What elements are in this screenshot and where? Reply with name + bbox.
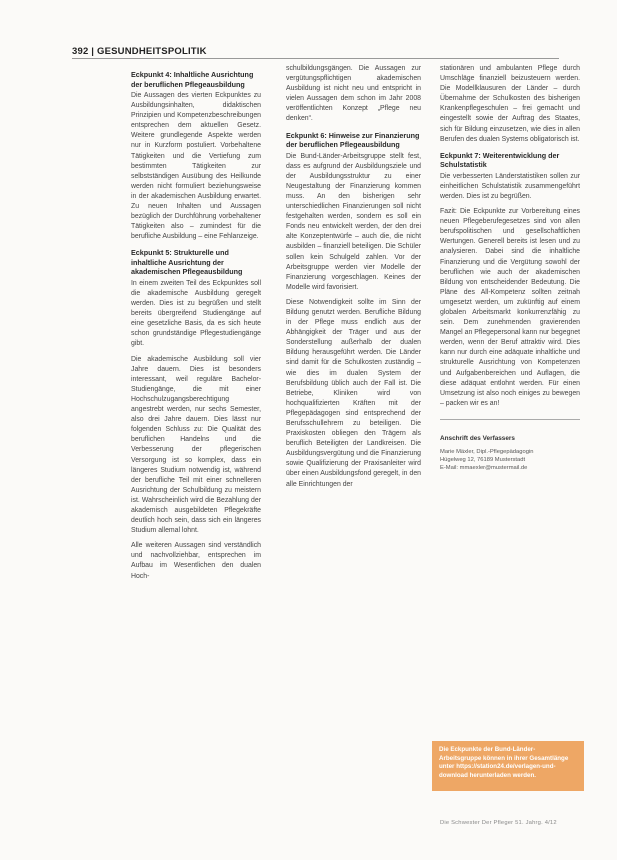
author-divider: [440, 419, 580, 420]
paragraph: Alle weiteren Aussagen sind verständlich und nachvollziehbar, entsprechen im Aufbau im Wesentlichen den dualen Hoch-: [131, 542, 261, 580]
page-number: 392: [72, 46, 89, 57]
header-rule: [72, 58, 559, 59]
paragraph: stationären und ambulanten Pflege durch Umschläge finanziell beizusteuern werden. Die Modellklausuren der Länder – durch Übernahme der Schulkosten des bisherigen Krankenpflegeschulen – frei gemacht und eingestellt sowie der Auftrag des Staates, sich für Bildung einzusetzen, wie dies in allen Berufen des dualen Systems obligatorisch ist.: [440, 65, 580, 143]
page-header: 392 | GESUNDHEITSPOLITIK: [72, 46, 207, 57]
paragraph: In einem zweiten Teil des Eckpunktes soll die akademische Ausbildung geregelt werden. Dies ist zu begrüßen und stellt bereits übergreifend Studiengänge auf eine gesetzliche Basis, da es sich heute schon grundständige Pflegestudiengänge gibt.: [131, 279, 261, 348]
paragraph: Die Aussagen des vierten Eckpunktes zu Ausbildungsinhalten, didaktischen Prinzipien und Kompetenzbeschreibungen entsprechen dem aktuellen Gesetz. Weitere grundlegende Aspekte werden nur in Kurzform postuliert. Vorbehaltene Tätigkeiten und die Vertiefung zum bestimmten Tätigkeiten zur selbstständigen Ausübung des Heilkunde werden nicht formuliert beziehungsweise in der akademischen Ausbildung erwartet. Zu neuen Inhalten und Aussagen bezüglich der Durchführung vorbehaltener Tätigkeiten also – zumindest für die berufliche Ausbildung – eine Fehlanzeige.: [131, 92, 261, 241]
paragraph: Die verbesserten Länderstatistiken sollen zur einheitlichen Schulstatistik zusammengeführt werden. Dies ist zu begrüßen.: [440, 172, 580, 200]
author-address: Hügelweg 12, 76189 Musterstadt: [440, 457, 526, 463]
author-email: E-Mail: mmaexler@mustermail.de: [440, 465, 528, 471]
column-right: [440, 64, 580, 472]
heading-eckpunkt-5: Eckpunkt 5: Strukturelle und inhaltliche Ausrichtung der akademischen Pflegeausbildung: [131, 248, 243, 277]
paragraph-fazit: Fazit: Die Eckpunkte zur Vorbereitung eines neuen Pflegeberufegesetzes sind von allen berufspolitischen und gesellschaftlichen Wertungen. Generell bereits ist lesen und zu analysieren. Dabei sind die inhaltliche Finanzierung und die Vergütung sowohl der beruflichen wie auch der akademischen Bildung von entscheidender Bedeutung. Die Pläne des All-Kompetenz sollten zeitnah umgesetzt werden, um zukünftig auf einem globalen Arbeitsmarkt konkurrenzfähig zu sein. Dem zunehmenden gravierenden Mangel an Pflegepersonal kann nur begegnet werden, wenn der Beruf attraktiv wird. Dies kann nur durch eine adäquate inhaltliche und strukturelle Ausrichtung von Kompetenzen und Aufgabenbereichen und Auflagen, die diese adäquat entlohnt werden. Für einen Umsetzung ist also noch einiges zu bewegen – packen wir es an!: [440, 208, 580, 407]
author-name: Marie Mäxler, Dipl.-Pflegepädagogin: [440, 449, 534, 455]
author-block: [440, 434, 580, 472]
heading-eckpunkt-4: Eckpunkt 4: Inhaltliche Ausrichtung der beruflichen Pflegeausbildung: [131, 70, 254, 89]
paragraph: Die akademische Ausbildung soll vier Jahre dauern. Dies ist besonders interessant, weil reguläre Bachelor-Studiengänge, die mit einer Hochschulzugangsberechtigung angestrebt werden, nur sechs Semester, also drei Jahre dauern. Dies lässt nur folgenden Schluss zu: Die Qualität des beruflichen Handelns und die Verbesserung der pflegerischen Versorgung ist so komplex, dass ein längeres Studium notwendig ist, während der berufliche Teil mit einer schnelleren Ausrichtung der Schulbildung zu meistern ist. Wahrscheinlich wird die Bezahlung der akademisch ausgebildeten Pflegekräfte deutlich hoch sein, dass sich ein längeres Studium allemal lohnt.: [131, 355, 261, 535]
paragraph: schulbildungsgängen. Die Aussagen zur vergütungspflichtigen akademischen Ausbildung ist nicht neu und entspricht in vielen Aussagen dem schon im Jahr 2008 veröffentlichten Konzept „Pflege neu denken“.: [286, 65, 421, 123]
author-heading: Anschrift des Verfassers: [440, 434, 515, 442]
paragraph: Diese Notwendigkeit sollte im Sinn der Bildung genutzt werden. Berufliche Bildung in der Pflege muss endlich aus der Abhängigkeit der Träger und aus der Sonderstellung außerhalb der dualen Bildung herausgeführt werden. Die Länder sind damit für die Schulkosten zuständig – wie dies im dualen System der Berufsbildung üblich auch der Fall ist. Die Betriebe, Kliniken wird von hochqualifizierten Kräften mit der Pflegepädagogen sind entsprechend der Berufsschullehrern zu beteiligen. Die Praxiskosten obliegen den Trägern als beruflich Beteiligten der Landkreisen. Die Ausbildungsvergütung und die Finanzierung sowie Qualifizierung der Praxisanleiter wird über einen Ausbildungsfond geregelt, in den alle Einrichtungen der: [286, 298, 421, 488]
heading-eckpunkt-6: Eckpunkt 6: Hinweise zur Finanzierung der beruflichen Pflegeausbildung: [286, 130, 420, 150]
paragraph: Die Bund-Länder-Arbeitsgruppe stellt fest, dass es aufgrund der Ausbildungsziele und der Ausbildungsstruktur zu einer Neugestaltung der Finanzierung kommen muss. An den bisherigen sehr unterschiedlichen Finanzierungen soll nicht festgehalten werden, sondern es soll ein Fonds neu entwickelt werden, der den drei alte Konzeptentwürfe – auch die, die nicht ausbilden – finanziell beteiligen. Die Schüler sollen kein Schulgeld zahlen. Vor der Arbeitsgruppe werden vier Modelle der Finanzierung vorgeschlagen. Keines der Modelle wird favorisiert.: [286, 152, 421, 291]
column-middle: [286, 64, 421, 495]
section-title: GESUNDHEITSPOLITIK: [97, 46, 207, 57]
column-left: [131, 70, 261, 587]
page-footer: Die Schwester Der Pfleger 51. Jahrg. 4/12: [440, 820, 557, 826]
download-info-box: Die Eckpunkte der Bund-Länder-Arbeitsgruppe können in ihrer Gesamtlänge unter https://station24.de/verlagen-und-download herunterladen werden.: [432, 741, 584, 791]
heading-eckpunkt-7: Eckpunkt 7: Weiterentwicklung der Schulstatistik: [440, 150, 560, 170]
